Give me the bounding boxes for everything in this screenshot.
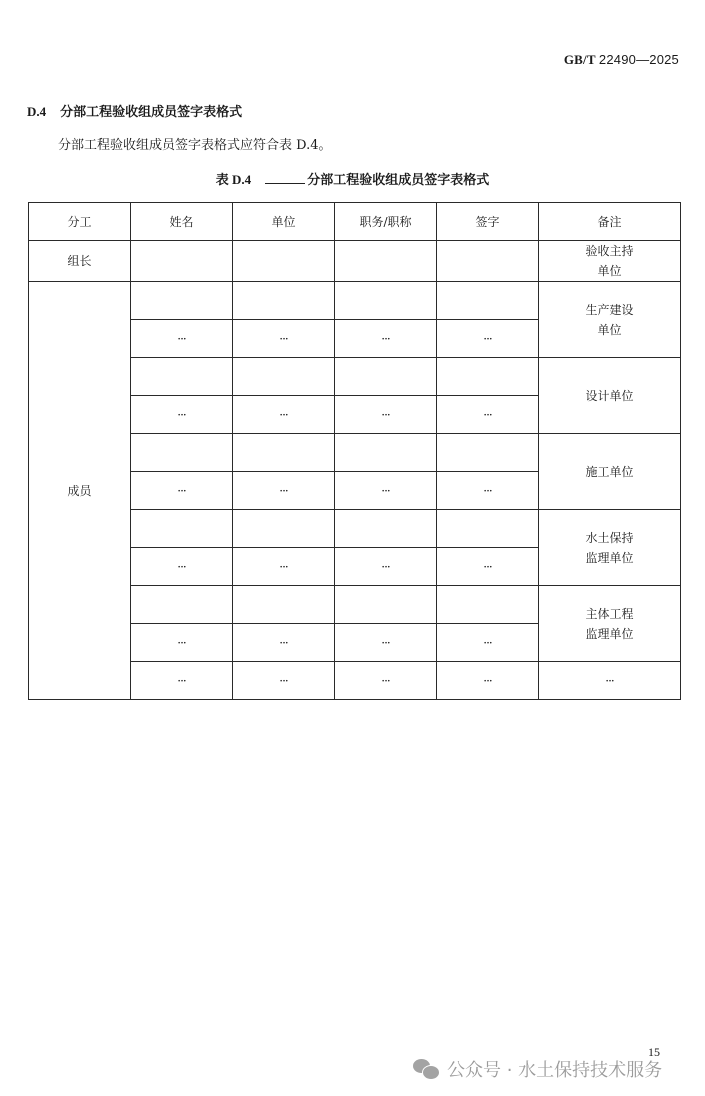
signature-cell [437, 358, 539, 396]
name-cell [131, 434, 233, 472]
section-title: 分部工程验收组成员签字表格式 [60, 105, 243, 120]
ellipsis-cell: ··· [335, 396, 437, 434]
standard-code [564, 52, 679, 68]
unit-cell [233, 586, 335, 624]
note-cell [539, 282, 681, 358]
ellipsis-cell: ··· [233, 396, 335, 434]
caption-blank-line [265, 173, 305, 184]
header-cell: 分工 [29, 203, 131, 241]
ellipsis-cell: ··· [131, 662, 233, 700]
note-cell: ··· [539, 662, 681, 700]
note-cell [539, 586, 681, 662]
signature-cell [437, 586, 539, 624]
note-line: 主体工程 [585, 606, 634, 621]
section-heading [27, 101, 242, 120]
note-line: 单位 [597, 264, 622, 278]
ellipsis-cell: ··· [335, 472, 437, 510]
header-cell: 姓名 [131, 203, 233, 241]
signature-cell [437, 434, 539, 472]
name-cell [131, 282, 233, 320]
title-cell [335, 241, 437, 282]
title-cell [335, 282, 437, 320]
ellipsis-cell: ··· [131, 320, 233, 358]
name-cell [131, 241, 233, 282]
caption-number: 表 D.4 [215, 172, 252, 187]
signature-cell [437, 241, 539, 282]
watermark-text: 公众号 · 水土保持技术服务 [447, 1060, 663, 1081]
signature-cell [437, 510, 539, 548]
ellipsis-cell: ··· [437, 396, 539, 434]
title-cell [335, 510, 437, 548]
table-row-leader [29, 241, 681, 282]
header-cell: 单位 [233, 203, 335, 241]
unit-cell [233, 510, 335, 548]
note-line: 水土保持 [585, 530, 634, 545]
signature-cell [437, 282, 539, 320]
note-line: 生产建设 [585, 302, 634, 317]
ellipsis-cell: ··· [437, 548, 539, 586]
unit-cell [233, 282, 335, 320]
standard-number: 22490—2025 [598, 52, 679, 67]
ellipsis-cell: ··· [233, 472, 335, 510]
ellipsis-cell: ··· [437, 662, 539, 700]
ellipsis-cell: ··· [437, 320, 539, 358]
name-cell [131, 358, 233, 396]
ellipsis-cell: ··· [335, 548, 437, 586]
ellipsis-cell: ··· [335, 662, 437, 700]
ellipsis-cell: ··· [233, 320, 335, 358]
table-header-row [29, 203, 681, 241]
note-line: 单位 [597, 322, 622, 337]
ellipsis-cell: ··· [437, 472, 539, 510]
name-cell [131, 510, 233, 548]
ellipsis-cell: ··· [131, 548, 233, 586]
ellipsis-cell: ··· [131, 396, 233, 434]
standard-prefix: GB/T [563, 52, 596, 67]
ellipsis-cell: ··· [233, 624, 335, 662]
unit-cell [233, 434, 335, 472]
note-cell [539, 510, 681, 586]
ellipsis-cell: ··· [437, 624, 539, 662]
ellipsis-cell: ··· [335, 624, 437, 662]
body-paragraph: 分部工程验收组成员签字表格式应符合表 D.4。 [58, 138, 332, 153]
note-line: 验收主持 [585, 244, 634, 258]
unit-cell [233, 241, 335, 282]
note-cell [539, 434, 681, 510]
ellipsis-cell: ··· [233, 662, 335, 700]
title-cell [335, 586, 437, 624]
header-cell: 职务/职称 [335, 203, 437, 241]
ellipsis-cell: ··· [335, 320, 437, 358]
note-line: 监理单位 [585, 626, 634, 641]
caption-title: 分部工程验收组成员签字表格式 [307, 173, 490, 188]
note-line: 设计单位 [585, 388, 634, 403]
page-number: 15 [648, 1045, 660, 1059]
ellipsis-cell: ··· [131, 624, 233, 662]
ellipsis-cell: ··· [131, 472, 233, 510]
watermark [413, 1056, 662, 1082]
note-line: 施工单位 [585, 464, 634, 479]
section-number: D.4 [27, 104, 47, 119]
table-row [29, 282, 681, 320]
title-cell [335, 434, 437, 472]
role-cell: 组长 [29, 241, 131, 282]
note-cell [539, 358, 681, 434]
title-cell [335, 358, 437, 396]
ellipsis-cell: ··· [233, 548, 335, 586]
header-cell: 备注 [539, 203, 681, 241]
table-caption [0, 169, 705, 188]
note-cell [539, 241, 681, 282]
note-line: 监理单位 [585, 550, 634, 565]
header-cell: 签字 [437, 203, 539, 241]
name-cell [131, 586, 233, 624]
wechat-icon [413, 1058, 439, 1080]
signature-table [28, 202, 681, 700]
members-role-cell: 成员 [29, 282, 131, 700]
unit-cell [233, 358, 335, 396]
